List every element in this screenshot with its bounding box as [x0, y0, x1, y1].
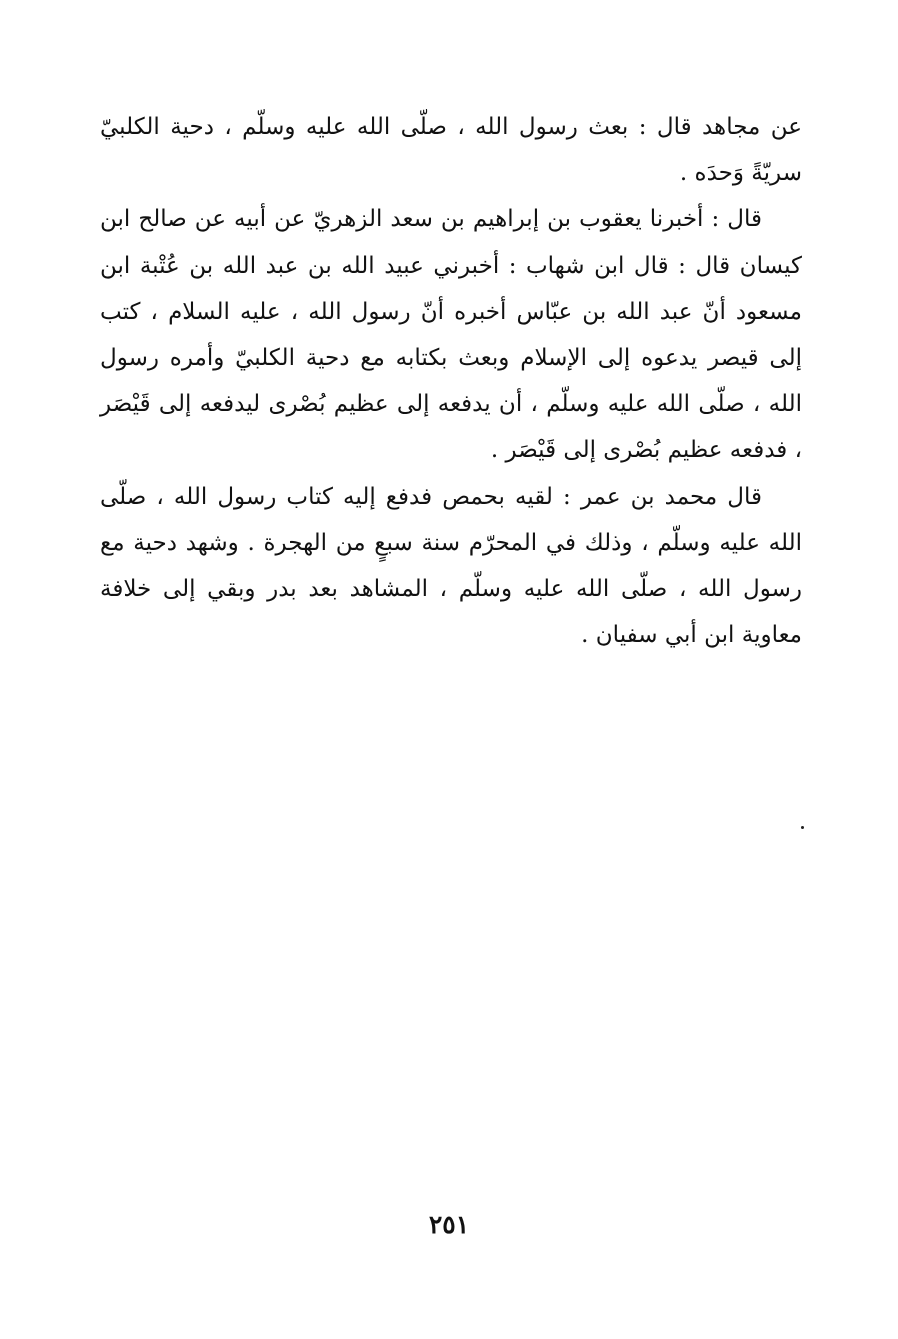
page-number: ٢٥١: [428, 1210, 470, 1239]
body-text: [100, 104, 802, 658]
paragraph-mujahid: عن مجاهد قال : بعث رسول الله ، صلّى الله عليه وسلّم ، دحية الكلبيّ سريّةً وَحدَه .: [100, 114, 802, 187]
paragraph-muhammad-ibn-umar: قال محمد بن عمر : لقيه بحمص فدفع إليه كتاب رسول الله ، صلّى الله عليه وسلّم ، وذلك في المحرّم سنة سبعٍ من الهجرة . وشهد دحية مع رسول الله ، صلّى الله عليه وسلّم ، المشاهد بعد بدر وبقي إلى خلافة معاوية ابن أبي سفيان .: [100, 483, 802, 649]
paragraph-ibn-shihab: قال : أخبرنا يعقوب بن إبراهيم بن سعد الزهريّ عن أبيه عن صالح ابن كيسان قال : قال ابن شهاب : أخبرني عبيد الله بن عبد الله بن عُتْبة ابن مسعود أنّ عبد الله بن عبّاس أخبره أنّ رسول الله ، عليه السلام ، كتب إلى قيصر يدعوه إلى الإسلام وبعث بكتابه مع دحية الكلبيّ وأمره رسول الله ، صلّى الله عليه وسلّم ، أن يدفعه إلى عظيم بُصْرى ليدفعه إلى قَيْصَر ، فدفعه عظيم بُصْرى إلى قَيْصَر .: [100, 206, 802, 464]
print-speck: [801, 826, 804, 829]
